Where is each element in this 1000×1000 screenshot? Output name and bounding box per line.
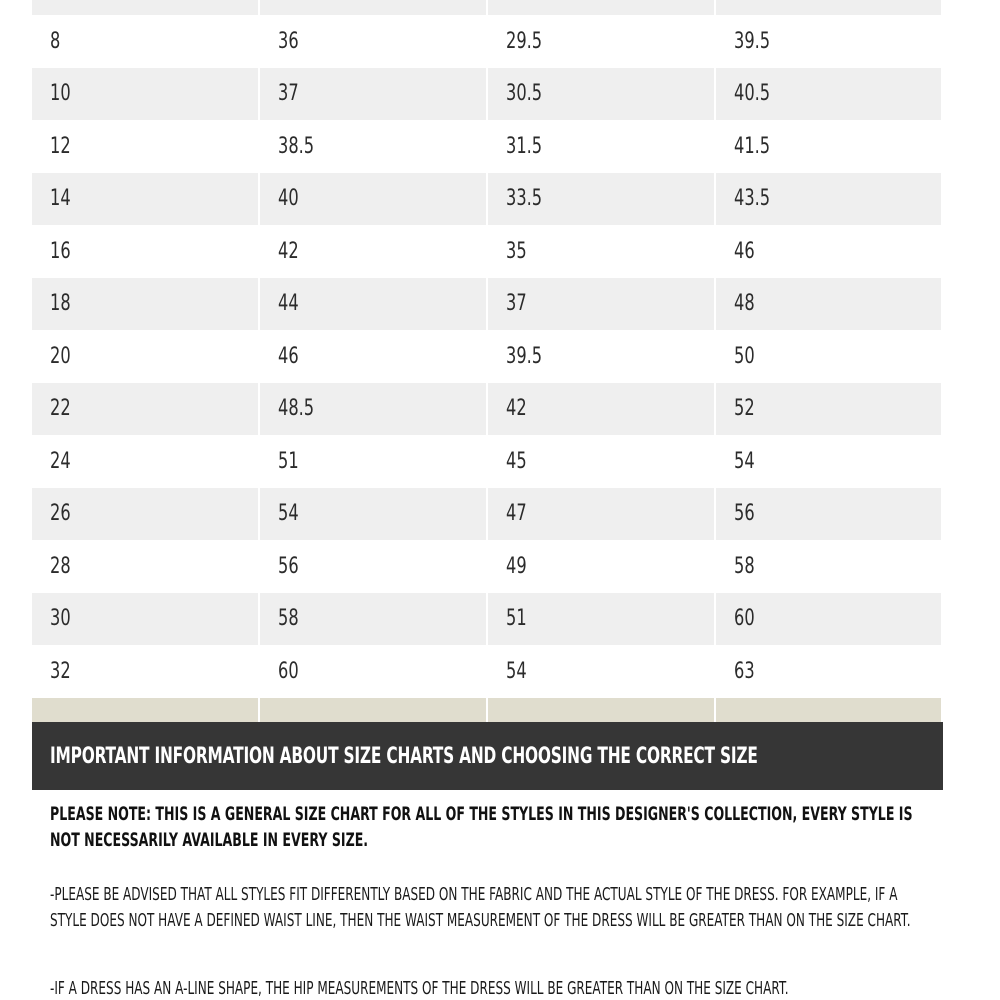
cell-value: 46 bbox=[734, 238, 755, 264]
note-bold-text: PLEASE NOTE: THIS IS A GENERAL SIZE CHART FOR ALL OF THE STYLES IN THIS DESIGNER'S COLLECTION, EVERY STYLE IS NOT NECESSARILY AVAILABLE IN EVERY SIZE. bbox=[50, 804, 913, 851]
table-cell bbox=[488, 278, 716, 331]
table-row bbox=[32, 593, 943, 646]
table-cell bbox=[32, 698, 260, 725]
table-cell bbox=[716, 698, 943, 725]
advisory-paragraph-fit: -PLEASE BE ADVISED THAT ALL STYLES FIT DIFFERENTLY BASED ON THE FABRIC AND THE ACTUAL STYLE OF THE DRESS. FOR EXAMPLE, IF A STYLE DOES NOT HAVE A DEFINED WAIST LINE, THEN THE WAIST MEASUREMENT OF THE DRESS WILL BE GREATER THAN ON THE SIZE CHART. bbox=[50, 884, 911, 931]
table-cell bbox=[260, 593, 488, 646]
note-block bbox=[50, 802, 970, 854]
table-cell bbox=[260, 68, 488, 121]
table-body bbox=[32, 15, 943, 698]
cell-value: 22 bbox=[50, 396, 71, 422]
table-cell bbox=[260, 645, 488, 698]
table-cell bbox=[32, 225, 260, 278]
table-cell bbox=[260, 278, 488, 331]
table-cell bbox=[716, 330, 943, 383]
table-cell bbox=[716, 15, 943, 68]
table-cell bbox=[32, 383, 260, 436]
table-cell bbox=[32, 540, 260, 593]
cell-value: 39.5 bbox=[506, 343, 543, 369]
table-cell bbox=[716, 593, 943, 646]
cell-value: 12 bbox=[50, 133, 71, 159]
table-cell bbox=[260, 540, 488, 593]
table-row bbox=[32, 330, 943, 383]
table-row bbox=[32, 278, 943, 331]
advisory-paragraph-a-line: -IF A DRESS HAS AN A-LINE SHAPE, THE HIP MEASUREMENTS OF THE DRESS WILL BE GREATER THAN ON THE SIZE CHART. bbox=[50, 978, 789, 999]
cell-value: 10 bbox=[50, 81, 71, 107]
table-row bbox=[32, 488, 943, 541]
table-cell bbox=[32, 645, 260, 698]
table-cell bbox=[716, 173, 943, 226]
cell-value: 43.5 bbox=[734, 186, 771, 212]
cell-value: 16 bbox=[50, 238, 71, 264]
table-row bbox=[32, 383, 943, 436]
cell-value: 60 bbox=[278, 658, 299, 684]
table-cell bbox=[32, 435, 260, 488]
table-cell bbox=[260, 15, 488, 68]
cell-value: 60 bbox=[734, 606, 755, 632]
table-cell bbox=[716, 68, 943, 121]
cell-value: 18 bbox=[50, 291, 71, 317]
cell-value: 50 bbox=[734, 343, 755, 369]
cell-value: 30 bbox=[50, 606, 71, 632]
table-row bbox=[32, 120, 943, 173]
cell-value: 58 bbox=[278, 606, 299, 632]
table-cell bbox=[32, 488, 260, 541]
cell-value: 51 bbox=[278, 448, 299, 474]
table-row bbox=[32, 225, 943, 278]
size-table bbox=[32, 0, 943, 725]
table-cell bbox=[488, 173, 716, 226]
table-top-sliver bbox=[32, 0, 943, 15]
cell-value: 24 bbox=[50, 448, 71, 474]
cell-value: 47 bbox=[506, 501, 527, 527]
table-row bbox=[32, 435, 943, 488]
cell-value: 51 bbox=[506, 606, 527, 632]
cell-value: 46 bbox=[278, 343, 299, 369]
table-cell bbox=[260, 488, 488, 541]
cell-value: 54 bbox=[506, 658, 527, 684]
table-cell bbox=[260, 225, 488, 278]
table-cell bbox=[260, 330, 488, 383]
table-cell bbox=[716, 278, 943, 331]
table-row bbox=[32, 540, 943, 593]
cell-value: 54 bbox=[278, 501, 299, 527]
table-cell bbox=[488, 488, 716, 541]
table-cell bbox=[488, 540, 716, 593]
cell-value: 49 bbox=[506, 553, 527, 579]
table-cell bbox=[716, 0, 943, 15]
cell-value: 38.5 bbox=[278, 133, 315, 159]
table-cell bbox=[716, 540, 943, 593]
cell-value: 52 bbox=[734, 396, 755, 422]
cell-value: 30.5 bbox=[506, 81, 543, 107]
table-cell bbox=[32, 593, 260, 646]
cell-value: 40 bbox=[278, 186, 299, 212]
table-cell bbox=[488, 0, 716, 15]
cell-value: 37 bbox=[278, 81, 299, 107]
table-cell bbox=[32, 330, 260, 383]
cell-value: 54 bbox=[734, 448, 755, 474]
table-cell bbox=[32, 278, 260, 331]
table-cell bbox=[488, 645, 716, 698]
table-cell bbox=[32, 173, 260, 226]
cell-value: 58 bbox=[734, 553, 755, 579]
table-cell bbox=[716, 383, 943, 436]
cell-value: 56 bbox=[734, 501, 755, 527]
cell-value: 32 bbox=[50, 658, 71, 684]
table-cell bbox=[32, 68, 260, 121]
table-cell bbox=[260, 383, 488, 436]
cell-value: 26 bbox=[50, 501, 71, 527]
table-cell bbox=[488, 68, 716, 121]
table-row bbox=[32, 645, 943, 698]
table-cell bbox=[488, 435, 716, 488]
info-banner bbox=[32, 722, 943, 790]
table-cell bbox=[716, 645, 943, 698]
cell-value: 63 bbox=[734, 658, 755, 684]
cell-value: 39.5 bbox=[734, 28, 771, 54]
cell-value: 56 bbox=[278, 553, 299, 579]
cell-value: 35 bbox=[506, 238, 527, 264]
table-cell bbox=[32, 0, 260, 15]
cell-value: 42 bbox=[506, 396, 527, 422]
table-cell bbox=[488, 225, 716, 278]
table-cell bbox=[488, 383, 716, 436]
table-cell bbox=[716, 488, 943, 541]
table-cell bbox=[488, 330, 716, 383]
table-cell bbox=[716, 120, 943, 173]
cell-value: 37 bbox=[506, 291, 527, 317]
table-cell bbox=[260, 435, 488, 488]
cell-value: 36 bbox=[278, 28, 299, 54]
table-cell bbox=[716, 435, 943, 488]
cell-value: 33.5 bbox=[506, 186, 543, 212]
table-row bbox=[32, 68, 943, 121]
cell-value: 14 bbox=[50, 186, 71, 212]
cell-value: 28 bbox=[50, 553, 71, 579]
cell-value: 44 bbox=[278, 291, 299, 317]
table-cell bbox=[260, 120, 488, 173]
cell-value: 31.5 bbox=[506, 133, 543, 159]
table-cell bbox=[32, 15, 260, 68]
table-cell bbox=[260, 0, 488, 15]
cell-value: 8 bbox=[50, 28, 61, 54]
banner-title: IMPORTANT INFORMATION ABOUT SIZE CHARTS AND CHOOSING THE CORRECT SIZE bbox=[50, 743, 758, 769]
cell-value: 29.5 bbox=[506, 28, 543, 54]
cell-value: 40.5 bbox=[734, 81, 771, 107]
table-cell bbox=[488, 15, 716, 68]
cell-value: 42 bbox=[278, 238, 299, 264]
cell-value: 48 bbox=[734, 291, 755, 317]
cell-value: 20 bbox=[50, 343, 71, 369]
table-cell bbox=[260, 698, 488, 725]
table-row bbox=[32, 15, 943, 68]
table-cell bbox=[488, 593, 716, 646]
cell-value: 41.5 bbox=[734, 133, 771, 159]
table-cell bbox=[488, 120, 716, 173]
table-cell bbox=[716, 225, 943, 278]
table-cell bbox=[32, 120, 260, 173]
table-cell bbox=[488, 698, 716, 725]
cell-value: 48.5 bbox=[278, 396, 315, 422]
cell-value: 45 bbox=[506, 448, 527, 474]
table-cell bbox=[260, 173, 488, 226]
table-row bbox=[32, 173, 943, 226]
table-footer-band bbox=[32, 698, 943, 725]
